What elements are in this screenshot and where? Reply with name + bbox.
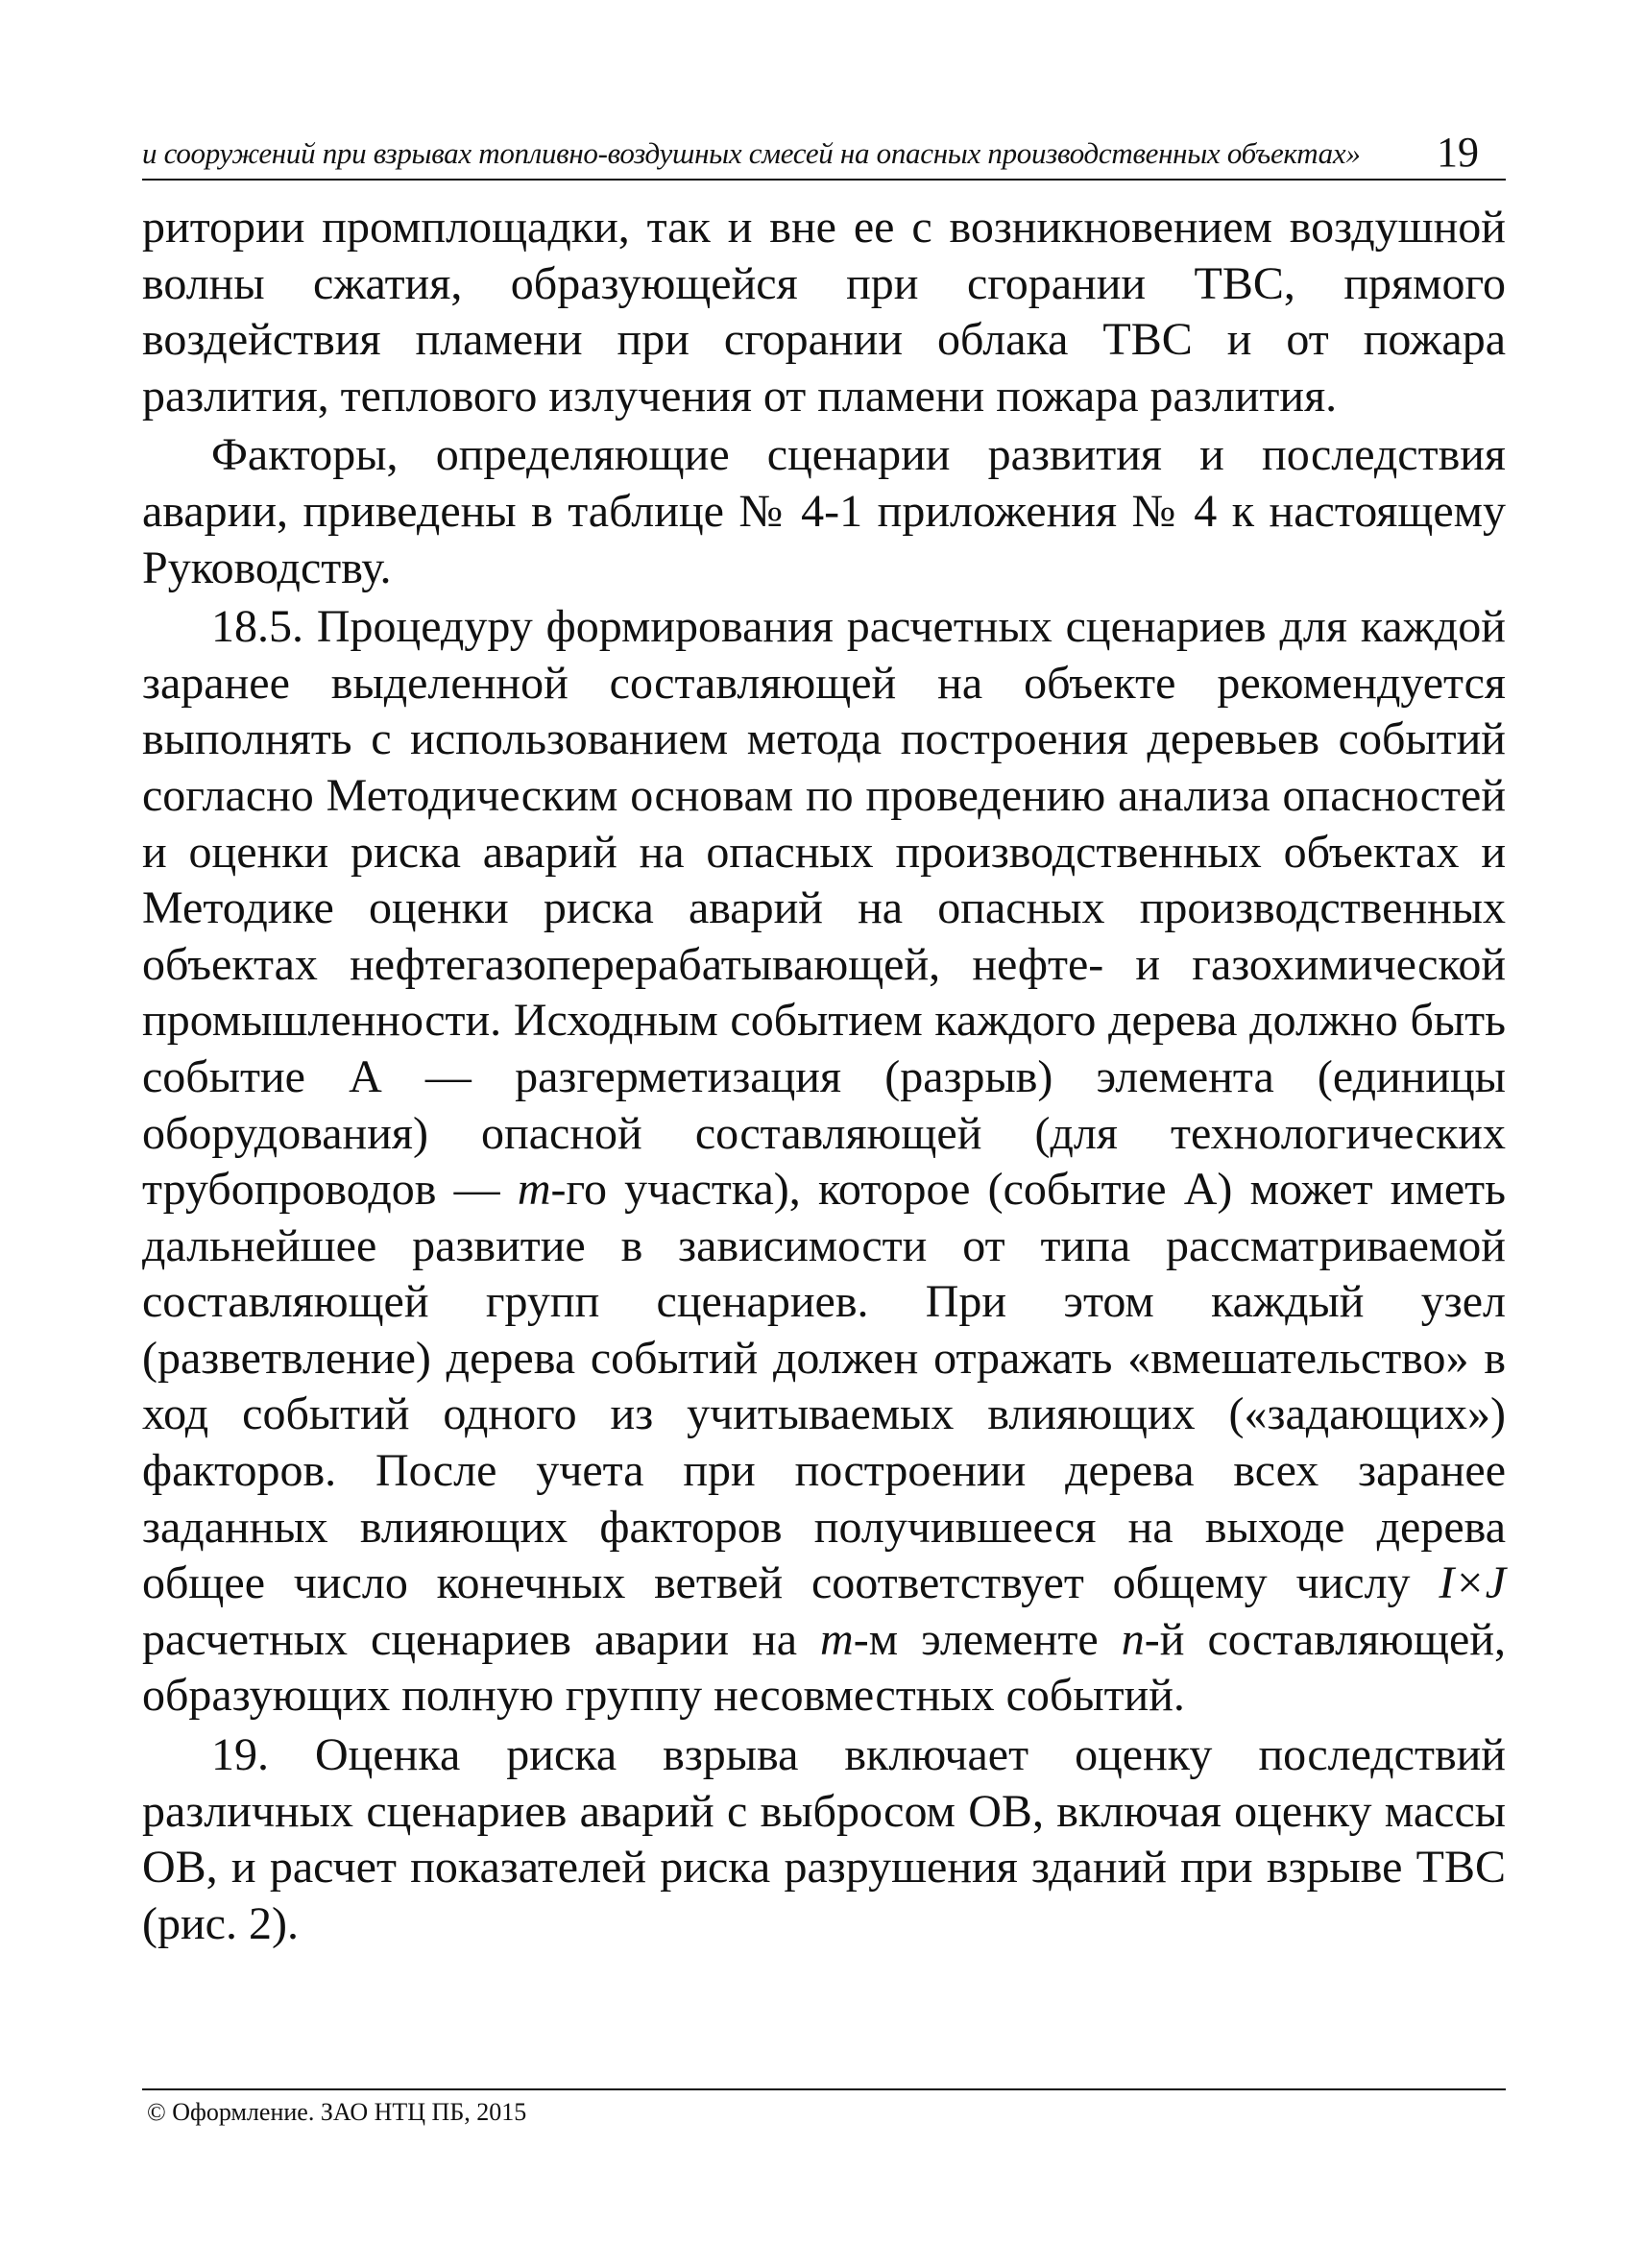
variable-m: m <box>517 1164 551 1216</box>
paragraph-18-5-text-e: -й составляющей, образующих полную группу несовместных событий. <box>142 1613 1507 1722</box>
footer-copyright: © Оформление. ЗАО НТЦ ПБ, 2015 <box>147 2098 527 2126</box>
paragraph-18-5-text-b: -го участка), которое (событие А) может иметь дальнейшее развитие в зависимости от типа рассматриваемой составляющей групп сценариев. При этом каждый узел (разветвление) дерева событий должен отражать «вмешательство» в ход событий одного из учитываемых влияющих («задающих») факторов. После учета при построении дерева всех заранее заданных влияющих факторов получившееся на выходе дерева общее число конечных ветвей соответствует общему числу <box>142 1164 1506 1609</box>
variable-n: n <box>1121 1613 1145 1665</box>
running-header-title: и сооружений при взрывах топливно-воздушных смесей на опасных производственных объектах» <box>142 136 1361 170</box>
paragraph-18-5 <box>142 599 1506 1725</box>
paragraph-18-5-text-c: расчетных сценариев аварии на <box>142 1613 821 1665</box>
page-body <box>142 200 1506 1952</box>
paragraph-continuation: ритории промплощадки, так и вне ее с возникновением воздушной волны сжатия, образующейся при сгорании ТВС, прямого воздействия пламени при сгорании облака ТВС и от пожара разлития, теплового излучения от пламени пожара разлития. <box>142 202 1506 422</box>
footer-divider <box>142 2088 1506 2090</box>
paragraph-18-5-text-a: 18.5. Процедуру формирования расчетных сценариев для каждой заранее выделенной составляющей на объекте рекомендуется выполнять с использованием метода построения деревьев событий согласно Методическим основам по проведению анализа опасностей и оценки риска аварий на опасных производственных объектах и Методике оценки риска аварий на опасных производственных объектах нефтегазоперерабатывающей, нефте- и газохимической промышленности. Исходным событием каждого дерева должно быть событие А — разгерметизация (разрыв) элемента (единицы оборудования) опасной составляющей (для технологических трубопроводов — <box>142 601 1506 1216</box>
variable-m: m <box>820 1613 854 1665</box>
page-number: 19 <box>1437 129 1479 176</box>
paragraph-factors: Факторы, определяющие сценарии развития и последствия аварии, приведены в таблице № 4-1 приложения № 4 к настоящему Руководству. <box>142 429 1506 593</box>
paragraph-18-5-text-d: -м элементе <box>853 1613 1122 1665</box>
running-header <box>142 129 1506 181</box>
paragraph-19: 19. Оценка риска взрыва включает оценку последствий различных сценариев аварий с выбросом ОВ, включая оценку массы ОВ, и расчет показателей риска разрушения зданий при взрыве ТВС (рис. 2). <box>142 1729 1506 1949</box>
variable-ixj: I×J <box>1439 1557 1506 1609</box>
